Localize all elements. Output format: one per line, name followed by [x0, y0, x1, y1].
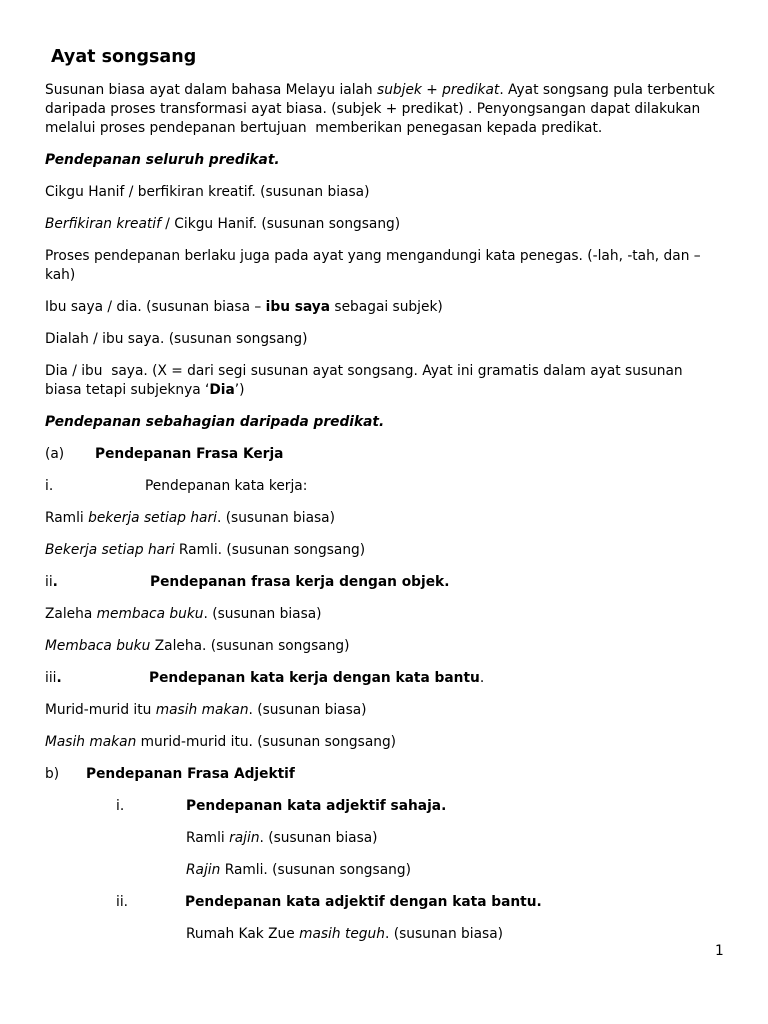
example-susunan-songsang [45, 861, 745, 880]
item-title: Pendepanan frasa kerja dengan objek. [150, 574, 450, 590]
example-susunan-biasa [45, 605, 745, 624]
penegas-note [45, 247, 745, 285]
item-heading-kata-kerja [45, 477, 745, 496]
example-text: Ramli [45, 510, 89, 526]
list-marker: (a) [45, 446, 65, 462]
predicate-phrase: Bekerja setiap hari [45, 542, 175, 558]
example-susunan-biasa [45, 829, 745, 848]
example-text: . (susunan biasa) [203, 606, 322, 622]
example-susunan-songsang [45, 541, 745, 560]
list-marker-numeral: iii [45, 670, 57, 686]
subject-word: Dia [209, 382, 235, 398]
item-title: Pendepanan kata kerja: [145, 478, 308, 494]
example-text: Zaleha. (susunan songsang) [150, 638, 350, 654]
example-penegas-biasa [45, 298, 745, 317]
predicate-phrase: Masih makan [45, 734, 137, 750]
predicate-phrase: masih teguh [299, 926, 385, 942]
example-susunan-songsang [45, 215, 745, 234]
list-marker: i. [45, 478, 54, 494]
example-text: Ramli [186, 830, 230, 846]
predicate-phrase: masih makan [155, 702, 249, 718]
example-susunan-songsang [45, 637, 745, 656]
item-title: Pendepanan kata adjektif sahaja. [186, 798, 447, 814]
item-heading-kerja-objek [45, 573, 745, 592]
predicate-phrase: membaca buku [96, 606, 204, 622]
example-text: biasa tetapi subjeknya ‘ [45, 382, 210, 398]
intro-line-3: melalui proses pendepanan bertujuan memberikan penegasan kepada predikat. [45, 120, 603, 136]
predicate-phrase: rajin [229, 830, 260, 846]
example-penegas-songsang: Dialah / ibu saya. (susunan songsang) [45, 331, 308, 347]
subsection-title: Pendepanan Frasa Kerja [95, 446, 284, 462]
list-marker [45, 669, 62, 688]
item-title-end: . [479, 670, 485, 686]
example-text: Ibu saya / dia. (susunan biasa – [45, 299, 266, 315]
example-susunan-biasa [45, 509, 745, 528]
item-title: Pendepanan kata kerja dengan kata bantu [149, 670, 480, 686]
example-text: Murid-murid itu [45, 702, 156, 718]
document-body [45, 46, 745, 957]
item-heading-adjektif-sahaja [45, 797, 745, 816]
predicate-phrase: Berfikiran kreatif [45, 216, 161, 232]
example-text: sebagai subjek) [330, 299, 443, 315]
list-marker: ii. [116, 894, 129, 910]
example-text: Zaleha [45, 606, 97, 622]
list-marker-numeral: ii [45, 574, 53, 590]
section-heading-sebahagian-predikat: Pendepanan sebahagian daripada predikat. [45, 414, 385, 430]
item-heading-kerja-bantu [45, 669, 745, 688]
subsection-heading-frasa-kerja [45, 445, 745, 464]
example-text: / Cikgu Hanif. (susunan songsang) [160, 216, 401, 232]
intro-line-1 [45, 81, 745, 100]
penegas-note-line-2: kah) [45, 267, 76, 283]
example-text: . (susunan biasa) [259, 830, 378, 846]
subject-phrase: ibu saya [265, 299, 331, 315]
item-title-wrap [149, 669, 484, 688]
example-text: Ramli. (susunan songsang) [174, 542, 366, 558]
page-number: 1 [715, 943, 724, 959]
example-text: Rumah Kak Zue [186, 926, 300, 942]
penegas-note-line-1: Proses pendepanan berlaku juga pada ayat yang mengandungi kata penegas. (-lah, -tah, dan – [45, 248, 701, 264]
list-marker-dot: . [52, 574, 58, 590]
predicate-phrase: Membaca buku [45, 638, 151, 654]
list-marker-dot: . [56, 670, 62, 686]
list-marker [45, 573, 58, 592]
example-text: . (susunan biasa) [248, 702, 367, 718]
penegas-salah-line-1: Dia / ibu saya. (X = dari segi susunan ayat songsang. Ayat ini gramatis dalam ayat susunan [45, 363, 683, 379]
example-text: . (susunan biasa) [216, 510, 335, 526]
intro-paragraph [45, 81, 745, 138]
item-heading-adjektif-bantu [45, 893, 745, 912]
section-heading-seluruh-predikat: Pendepanan seluruh predikat. [45, 152, 280, 168]
intro-text: Susunan biasa ayat dalam bahasa Melayu ialah [45, 82, 378, 98]
predicate-phrase: Rajin [186, 862, 221, 878]
page-title: Ayat songsang [51, 47, 197, 67]
subsection-heading-frasa-adjektif [45, 765, 745, 784]
intro-line-2: daripada proses transformasi ayat biasa. (subjek + predikat) . Penyongsangan dapat dilakukan [45, 101, 701, 117]
penegas-salah-line-2 [45, 381, 745, 400]
predicate-phrase: bekerja setiap hari [88, 510, 217, 526]
example-susunan-biasa [45, 701, 745, 720]
example-text: ’) [234, 382, 245, 398]
example-penegas-salah [45, 362, 745, 400]
subsection-title: Pendepanan Frasa Adjektif [86, 766, 295, 782]
intro-text: . Ayat songsang pula terbentuk [499, 82, 715, 98]
item-title: Pendepanan kata adjektif dengan kata bantu. [185, 894, 542, 910]
example-susunan-songsang [45, 733, 745, 752]
list-marker: b) [45, 766, 60, 782]
example-susunan-biasa [45, 925, 745, 944]
example-text: . (susunan biasa) [384, 926, 503, 942]
example-susunan-biasa: Cikgu Hanif / berfikiran kreatif. (susunan biasa) [45, 184, 370, 200]
list-marker: i. [116, 798, 125, 814]
intro-formula: subjek + predikat [377, 82, 500, 98]
example-text: Ramli. (susunan songsang) [220, 862, 411, 878]
example-text: murid-murid itu. (susunan songsang) [136, 734, 397, 750]
